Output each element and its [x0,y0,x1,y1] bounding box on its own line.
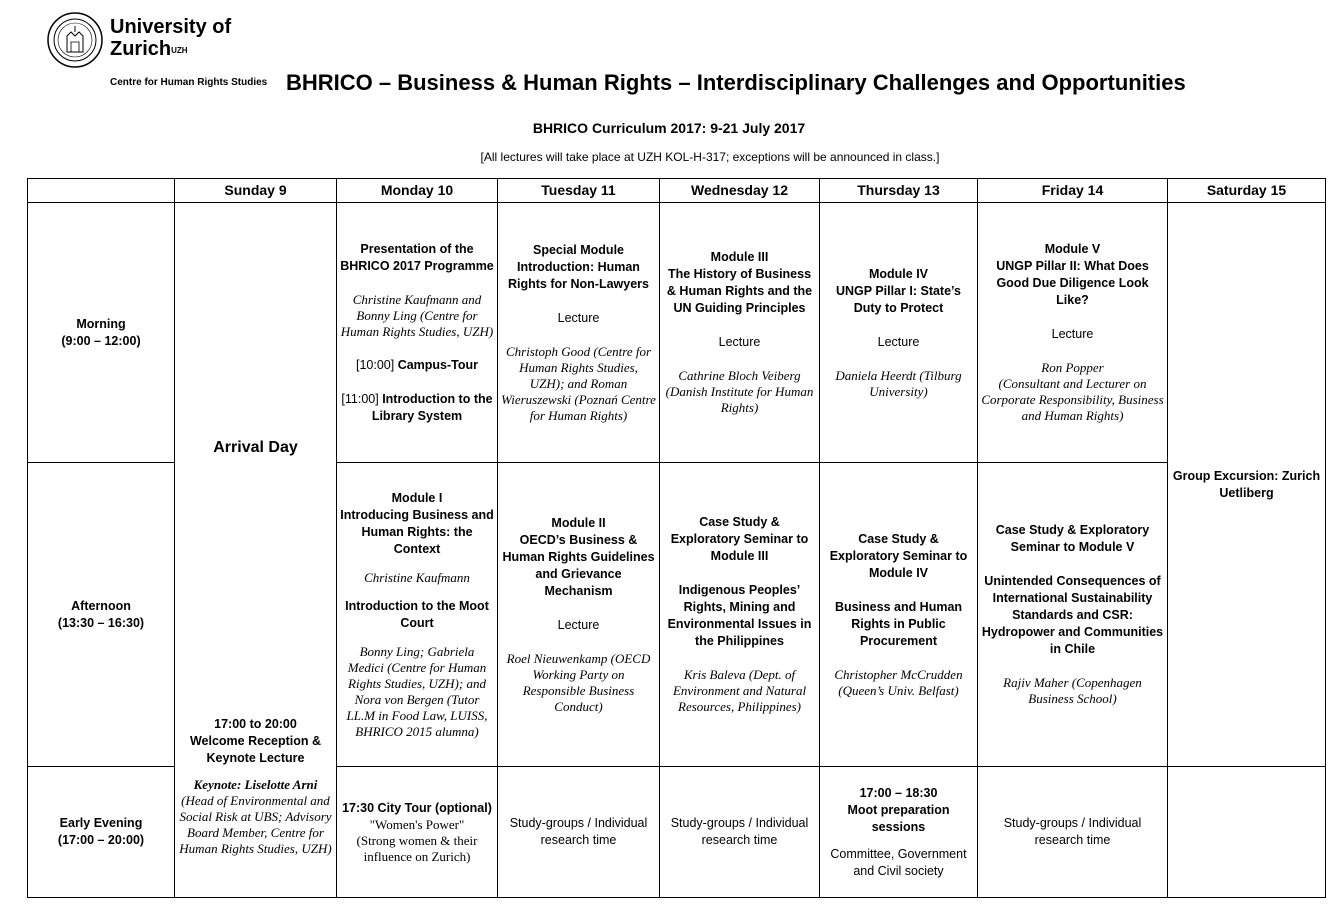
tue-afternoon-title: OECD’s Business & Human Rights Guidelines and Grievance Mechanism [502,532,655,598]
keynote-desc: (Head of Environmental and Social Risk at UBS; Advisory Board Member, Centre for Human Rights Studies, UZH) [179,793,332,856]
day-header-monday: Monday 10 [337,179,498,203]
mon-afternoon-person: Christine Kaufmann [364,569,470,585]
day-header-sunday: Sunday 9 [175,179,337,203]
slot-evening [28,767,175,898]
mon-evening-desc: (Strong women & their influence on Zurich) [356,832,478,864]
campus-tour: Campus-Tour [397,357,479,372]
tue-evening: Study-groups / Individual research time [498,767,660,898]
mon-afternoon-title2: Introduction to the Moot Court [345,598,489,630]
mon-morning [337,203,498,463]
tue-afternoon-type: Lecture [557,617,600,632]
day-header-friday: Friday 14 [978,179,1168,203]
thu-morning-type: Lecture [877,334,920,349]
thu-morning-title: UNGP Pillar I: State’s Duty to Protect [835,283,962,315]
fri-afternoon-title: Case Study & Exploratory Seminar to Module V [995,523,1150,554]
tue-morning-type: Lecture [557,310,600,325]
morning-row [28,203,1326,463]
fri-afternoon-people: Rajiv Maher (Copenhagen Business School) [1003,675,1142,706]
page-title: BHRICO – Business & Human Rights – Interdisciplinary Challenges and Opportunities [286,70,1186,95]
slot-morning-label: Morning [76,316,126,331]
fri-afternoon-topic: Unintended Consequences of International Sustainability Standards and CSR: Hydropower and Communities in Chile [981,574,1164,656]
mon-evening-name: "Women's Power" [369,816,465,832]
centre-name: Centre for Human Rights Studies [110,77,268,88]
schedule-table [27,178,1326,898]
keynote-label: Keynote: Liselotte Arni [193,777,318,792]
thu-morning [820,203,978,463]
tue-afternoon [498,463,660,767]
wed-afternoon [660,463,820,767]
thu-afternoon-topic: Business and Human Rights in Public Procurement [834,599,963,648]
fri-morning-desc: (Consultant and Lecturer on Corporate Responsibility, Business and Human Rights) [981,376,1164,423]
day-header-saturday: Saturday 15 [1168,179,1326,203]
fri-evening: Study-groups / Individual research time [978,767,1168,898]
thu-afternoon [820,463,978,767]
campus-tour-time: [10:00] [355,357,395,372]
slot-afternoon-time: (13:30 – 16:30) [57,615,145,630]
tue-morning [498,203,660,463]
thu-evening-desc: Committee, Government and Civil society [830,846,967,878]
mon-evening-title: 17:30 City Tour (optional) [342,800,492,815]
day-header-wednesday: Wednesday 12 [660,179,820,203]
thu-afternoon-title: Case Study & Exploratory Seminar to Module IV [829,531,968,580]
tue-morning-title: Special Module Introduction: Human Rights for Non-Lawyers [508,242,649,291]
thu-morning-people: Daniela Heerdt (Tilburg University) [835,367,962,399]
mon-morning-people: Christine Kaufmann and Bonny Ling (Centre for Human Rights Studies, UZH) [340,291,494,339]
location-note: [All lectures will take place at UZH KOL-H-317; exceptions will be announced in class.] [480,150,940,164]
slot-morning [28,203,175,463]
fri-afternoon [978,463,1168,767]
fri-morning-type: Lecture [1051,327,1094,341]
sunday-evening-block [175,716,336,857]
wed-morning-type: Lecture [718,335,761,349]
library-intro-time: [11:00] [341,391,379,406]
day-header-row [28,179,1326,203]
arrival-day: Arrival Day [213,439,298,456]
reception-time: 17:00 to 20:00 [214,717,297,731]
uzh-superscript: UZH [171,46,188,55]
wed-morning-title: The History of Business & Human Rights and the UN Guiding Principles [666,267,813,315]
day-header-thursday: Thursday 13 [820,179,978,203]
thu-evening [820,767,978,898]
slot-afternoon [28,463,175,767]
thu-morning-module: Module IV [868,266,929,281]
university-name-line1: University of [110,16,232,38]
fri-morning-person: Ron Popper [1041,360,1104,375]
tue-afternoon-people: Roel Nieuwenkamp (OECD Working Party on Responsible Business Conduct) [506,650,651,714]
mon-morning-title: Presentation of the BHRICO 2017 Programme [340,241,494,273]
mon-evening [337,767,498,898]
university-name [110,16,231,60]
university-seal-logo [47,12,103,68]
wed-afternoon-topic: Indigenous Peoples’ Rights, Mining and Environmental Issues in the Philippines [667,583,812,648]
thu-evening-time: 17:00 – 18:30 [859,785,938,800]
spacer [175,767,336,777]
day-header-tuesday: Tuesday 11 [498,179,660,203]
saturday-excursion: Group Excursion: Zurich Uetliberg [1168,203,1326,767]
sat-evening [1168,767,1326,898]
thu-afternoon-people: Christopher McCrudden (Queen’s Univ. Belfast) [834,666,963,698]
mon-afternoon-module: Module I [391,490,443,505]
wed-morning [660,203,820,463]
wed-morning-module: Module III [710,250,769,264]
wed-afternoon-title: Case Study & Exploratory Seminar to Module III [670,515,809,563]
slot-evening-time: (17:00 – 20:00) [57,833,145,847]
corner-cell [28,179,175,203]
fri-morning-title: UNGP Pillar II: What Does Good Due Diligence Look Like? [996,259,1149,307]
tue-afternoon-module: Module II [551,515,606,530]
mon-afternoon-people: Bonny Ling; Gabriela Medici (Centre for Human Rights Studies, UZH); and Nora von Bergen (Tutor LL.M in Food Law, LUISS, BHRICO 2015 alumna) [346,643,488,739]
wed-morning-people: Cathrine Bloch Veiberg (Danish Institute for Human Rights) [665,368,814,415]
wed-evening: Study-groups / Individual research time [660,767,820,898]
slot-morning-time: (9:00 – 12:00) [61,333,141,348]
fri-morning-module: Module V [1044,242,1101,256]
wed-afternoon-people: Kris Baleva (Dept. of Environment and Natural Resources, Philippines) [672,667,807,714]
library-intro: Introduction to the Library System [371,391,493,423]
thu-evening-title: Moot preparation sessions [847,802,950,834]
tue-morning-people: Christoph Good (Centre for Human Rights Studies, UZH); and Roman Wieruszewski (Poznań Centre for Human Rights) [501,343,656,423]
curriculum-subtitle: BHRICO Curriculum 2017: 9-21 July 2017 [532,120,806,136]
mon-afternoon-title: Introducing Business and Human Rights: the Context [340,507,494,556]
slot-afternoon-label: Afternoon [71,598,131,613]
slot-evening-label: Early Evening [59,816,143,830]
mon-afternoon [337,463,498,767]
reception-title: Welcome Reception & Keynote Lecture [189,734,322,765]
fri-morning [978,203,1168,463]
university-name-line2: Zurich [110,38,172,60]
sunday-column [175,203,337,898]
